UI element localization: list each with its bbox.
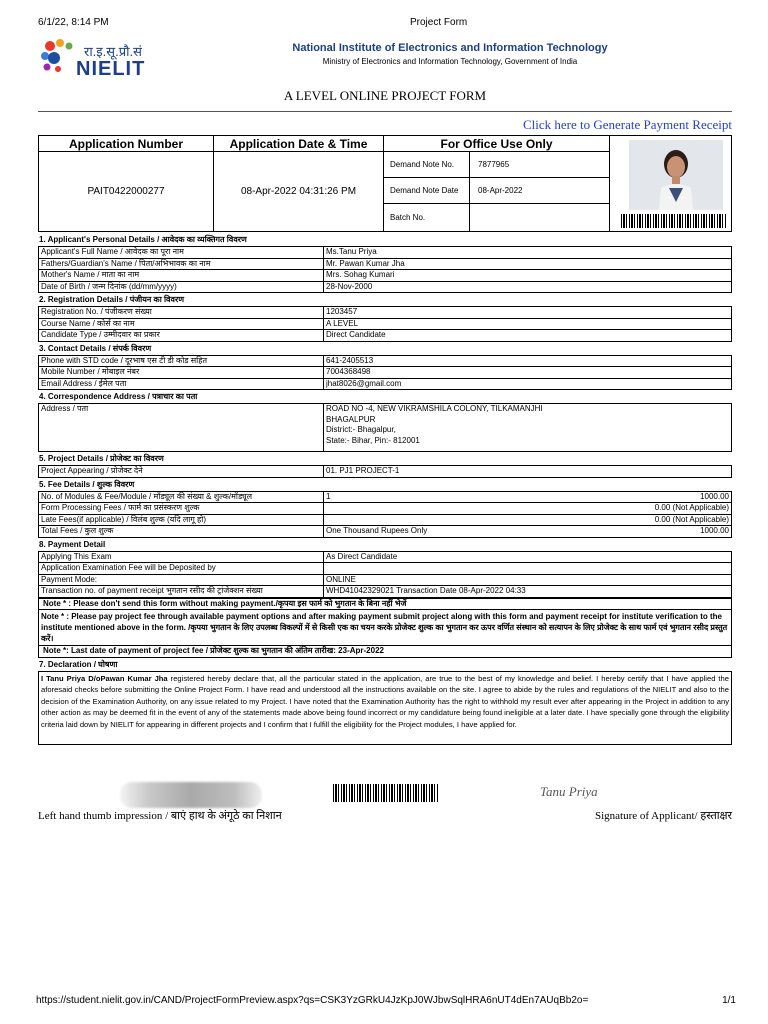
print-page-number: 1/1 <box>722 995 736 1006</box>
address-table <box>38 403 732 452</box>
print-datetime: 6/1/22, 8:14 PM <box>38 17 109 28</box>
table-row <box>39 466 732 478</box>
institute-name: National Institute of Electronics and Information Technology <box>292 42 608 54</box>
processing-fee-value: 0.00 (Not Applicable) <box>524 503 732 515</box>
address-value <box>324 404 732 452</box>
table-row <box>39 646 732 658</box>
declaration-body: registered hereby declare that, all the particular stated in the application, are true to the best of my knowledge and belief. I hereby certify that I have applied the aforesaid checks before submitting the Online Project Form. I have read and understood all the instructions available on the site. I agree to abide by the rules and regulations of the NIELIT and also to the decision of the Examination Authority, on any issue related to my Project. I have noted that the Examination Authority has the right to withhold my result ever after appearing in the Project in addition to any other action as may be deemed fit in the event of any of the statements made above being found incorrect or my candidature being found ineligible at a later date. I have specially gone through the eligibility criteria laid down by NIELIT for appearing in different projects and I confirm that I fulfill the eligibility for the Project modules, I have applied for. <box>41 673 729 729</box>
payment-mode-value: ONLINE <box>324 574 732 586</box>
personal-details-title: 1. Applicant's Personal Details / आवेदक का व्यक्तिगत विवरण <box>39 235 247 244</box>
table-row <box>39 378 732 390</box>
phone-value: 641-2405513 <box>324 355 732 367</box>
application-summary-table <box>38 135 732 232</box>
payment-detail-title: 8. Payment Detail <box>39 539 106 549</box>
demand-note-date-label: Demand Note Date <box>384 178 470 204</box>
applicant-signature: Tanu Priya <box>540 784 598 799</box>
phone-label: Phone with STD code / दूरभाष एस टी डी कोड सहित <box>39 355 324 367</box>
note-last-date: Note *: Last date of payment of project fee / प्रोजेक्ट शुल्क का भुगतान की अंतिम तारीख: 23-Apr-2022 <box>39 646 732 658</box>
application-number-header: Application Number <box>39 136 214 152</box>
candidate-type-label: Candidate Type / उम्मीदवार का प्रकार <box>39 330 324 342</box>
table-row <box>39 503 732 515</box>
address-line: ROAD NO -4, NEW VIKRAMSHILA COLONY, TILKAMANJHI <box>326 404 543 413</box>
table-row <box>39 281 732 293</box>
late-fee-label: Late Fees(if applicable) / विलंब शुल्क (यदि लागू हो) <box>39 514 324 526</box>
table-row <box>39 318 732 330</box>
application-number-value: PAIT0422000277 <box>39 152 214 231</box>
registration-details-title: 2. Registration Details / पंजीयन का विवरण <box>39 295 185 304</box>
mother-name-label: Mother's Name / माता का नाम <box>39 270 324 282</box>
table-row <box>39 491 732 503</box>
table-row <box>39 526 732 538</box>
table-row <box>39 610 732 646</box>
fee-details-table <box>38 491 732 538</box>
logo-name: NIELIT <box>76 58 146 80</box>
course-name-value: A LEVEL <box>324 318 732 330</box>
contact-details-table <box>38 355 732 391</box>
modules-fee-label: No. of Modules & Fee/Module / मॉड्यूल की संख्या & शुल्क/मॉड्यूल <box>39 491 324 503</box>
table-row <box>39 551 732 563</box>
table-row <box>39 330 732 342</box>
applying-exam-value: As Direct Candidate <box>324 551 732 563</box>
applicant-photo <box>629 140 723 210</box>
processing-fee-mid <box>324 503 524 515</box>
modules-count-value: 1 <box>324 491 524 503</box>
late-fee-value: 0.00 (Not Applicable) <box>524 514 732 526</box>
processing-fee-label: Form Processing Fees / फार्म का प्रसंस्करण शुल्क <box>39 503 324 515</box>
transaction-no-label: Transaction no. of payment receipt भुगतान रसीद की ट्रांजेक्शन संख्या <box>39 586 324 598</box>
table-row <box>39 574 732 586</box>
notes-table <box>38 598 732 658</box>
ministry-name: Ministry of Electronics and Information Technology, Government of India <box>322 57 578 66</box>
note-pay-fee: Note * : Please pay project fee through available payment options and after making payment submit project along with this form and payment receipt for institute verification to the institute mentioned above in the form. /कृपया भुगतान के लिए उपलब्ध विकल्पों में से किसी एक का चयन करके प्रोजेक्ट शुल्क का भुगतान कर ऊपर वर्णित संस्थान को सत्यापन के लिए प्रोजेक्ट के साथ फार्म एवं भुगतान रसीद प्रस्तुत करें। <box>39 610 732 646</box>
project-appearing-label: Project Appearing / प्रोजेक्ट देने <box>39 466 324 478</box>
father-name-value: Mr. Pawan Kumar Jha <box>324 258 732 270</box>
table-row <box>39 355 732 367</box>
demand-note-no-value: 7877965 <box>470 152 610 178</box>
payment-mode-label: Payment Mode: <box>39 574 324 586</box>
total-fee-value: 1000.00 <box>524 526 732 538</box>
top-barcode <box>621 214 727 228</box>
applicant-photo-icon <box>629 140 723 210</box>
office-use-header: For Office Use Only <box>384 136 610 152</box>
email-value: jhat8026@gmail.com <box>324 378 732 390</box>
dob-label: Date of Birth / जन्म दिनांक (dd/mm/yyyy) <box>39 281 324 293</box>
project-appearing-value: 01. PJ1 PROJECT-1 <box>324 466 732 478</box>
print-title: Project Form <box>410 17 468 28</box>
fee-deposited-by-value <box>324 563 732 575</box>
batch-no-value <box>470 204 610 231</box>
declaration-name: I Tanu Priya D/oPawan Kumar Jha <box>41 673 168 683</box>
registration-no-value: 1203457 <box>324 307 732 319</box>
project-details-title: 5. Project Details / प्रोजेक्ट का विवरण <box>39 454 164 463</box>
demand-note-date-value: 08-Apr-2022 <box>470 178 610 204</box>
table-row <box>39 598 732 610</box>
applying-exam-label: Applying This Exam <box>39 551 324 563</box>
table-row <box>39 404 732 452</box>
personal-details-table <box>38 246 732 293</box>
transaction-no-value: WHD41042329021 Transaction Date 08-Apr-2022 04:33 <box>324 586 732 598</box>
table-row <box>39 514 732 526</box>
print-url: https://student.nielit.gov.in/CAND/ProjectFormPreview.aspx?qs=CSK3YzGRkU4JzKpJ0WJbwSqlHRA6nUT4dEn7AUqBb2o= <box>36 995 589 1006</box>
generate-payment-receipt-link[interactable]: Click here to Generate Payment Receipt <box>522 117 732 132</box>
dob-value: 28-Nov-2000 <box>324 281 732 293</box>
note-no-payment: Note * : Please don't send this form without making payment./कृपया इस फार्म को भुगतान के बिना नहीं भेजें <box>39 598 732 610</box>
mother-name-value: Mrs. Sohag Kumari <box>324 270 732 282</box>
total-fee-label: Total Fees / कुल शुल्क <box>39 526 324 538</box>
table-row <box>39 563 732 575</box>
candidate-type-value: Direct Candidate <box>324 330 732 342</box>
email-label: Email Address / ईमेल पता <box>39 378 324 390</box>
table-row <box>39 258 732 270</box>
thumb-label: Left hand thumb impression / बाएं हाथ के अंगूठे का निशान <box>38 810 282 822</box>
table-row <box>39 307 732 319</box>
course-name-label: Course Name / कोर्स का नाम <box>39 318 324 330</box>
total-fee-words: One Thousand Rupees Only <box>324 526 524 538</box>
registration-details-table <box>38 306 732 342</box>
address-label: Address / पता <box>39 404 324 452</box>
fee-details-title: 5. Fee Details / शुल्क विवरण <box>39 479 135 489</box>
demand-note-no-label: Demand Note No. <box>384 152 470 178</box>
application-datetime-value: 08-Apr-2022 04:31:26 PM <box>214 152 384 231</box>
fee-deposited-by-label: Application Examination Fee will be Deposited by <box>39 563 324 575</box>
declaration-title: 7. Declaration / घोषणा <box>39 659 118 669</box>
registration-no-label: Registration No. / पंजीकरण संख्या <box>39 307 324 319</box>
address-line: District:- Bhagalpur, <box>326 425 396 434</box>
title-divider <box>38 111 732 112</box>
full-name-label: Applicant's Full Name / आवेदक का पूरा नाम <box>39 247 324 259</box>
form-title: A LEVEL ONLINE PROJECT FORM <box>283 88 487 103</box>
batch-no-label: Batch No. <box>384 204 470 231</box>
table-row <box>39 586 732 598</box>
address-line: BHAGALPUR <box>326 414 376 424</box>
mobile-value: 7004368498 <box>324 367 732 379</box>
table-row <box>39 270 732 282</box>
full-name-value: Ms.Tanu Priya <box>324 247 732 259</box>
address-title: 4. Correspondence Address / पत्राचार का पता <box>39 392 198 401</box>
father-name-label: Fathers/Guardian's Name / पिता/अभिभावक का नाम <box>39 258 324 270</box>
application-datetime-header: Application Date & Time <box>214 136 384 152</box>
project-details-table <box>38 465 732 478</box>
late-fee-mid <box>324 514 524 526</box>
payment-detail-table <box>38 551 732 598</box>
contact-details-title: 3. Contact Details / संपर्क विवरण <box>39 343 152 353</box>
bottom-barcode <box>333 784 439 802</box>
nielit-logo <box>38 36 158 82</box>
declaration-text <box>38 671 732 745</box>
modules-fee-value: 1000.00 <box>524 491 732 503</box>
office-use-table <box>384 152 610 231</box>
form-sections <box>38 233 732 745</box>
signature-label: Signature of Applicant/ हस्ताक्षर <box>594 810 732 822</box>
thumb-impression <box>120 782 262 808</box>
mobile-label: Mobile Number / मोबाइल नंबर <box>39 367 324 379</box>
logo-hindi-text: रा.इ.सू.प्रौ.सं <box>84 44 142 59</box>
table-row <box>39 367 732 379</box>
address-line: State:- Bihar, Pin:- 812001 <box>326 435 420 445</box>
table-row <box>39 247 732 259</box>
